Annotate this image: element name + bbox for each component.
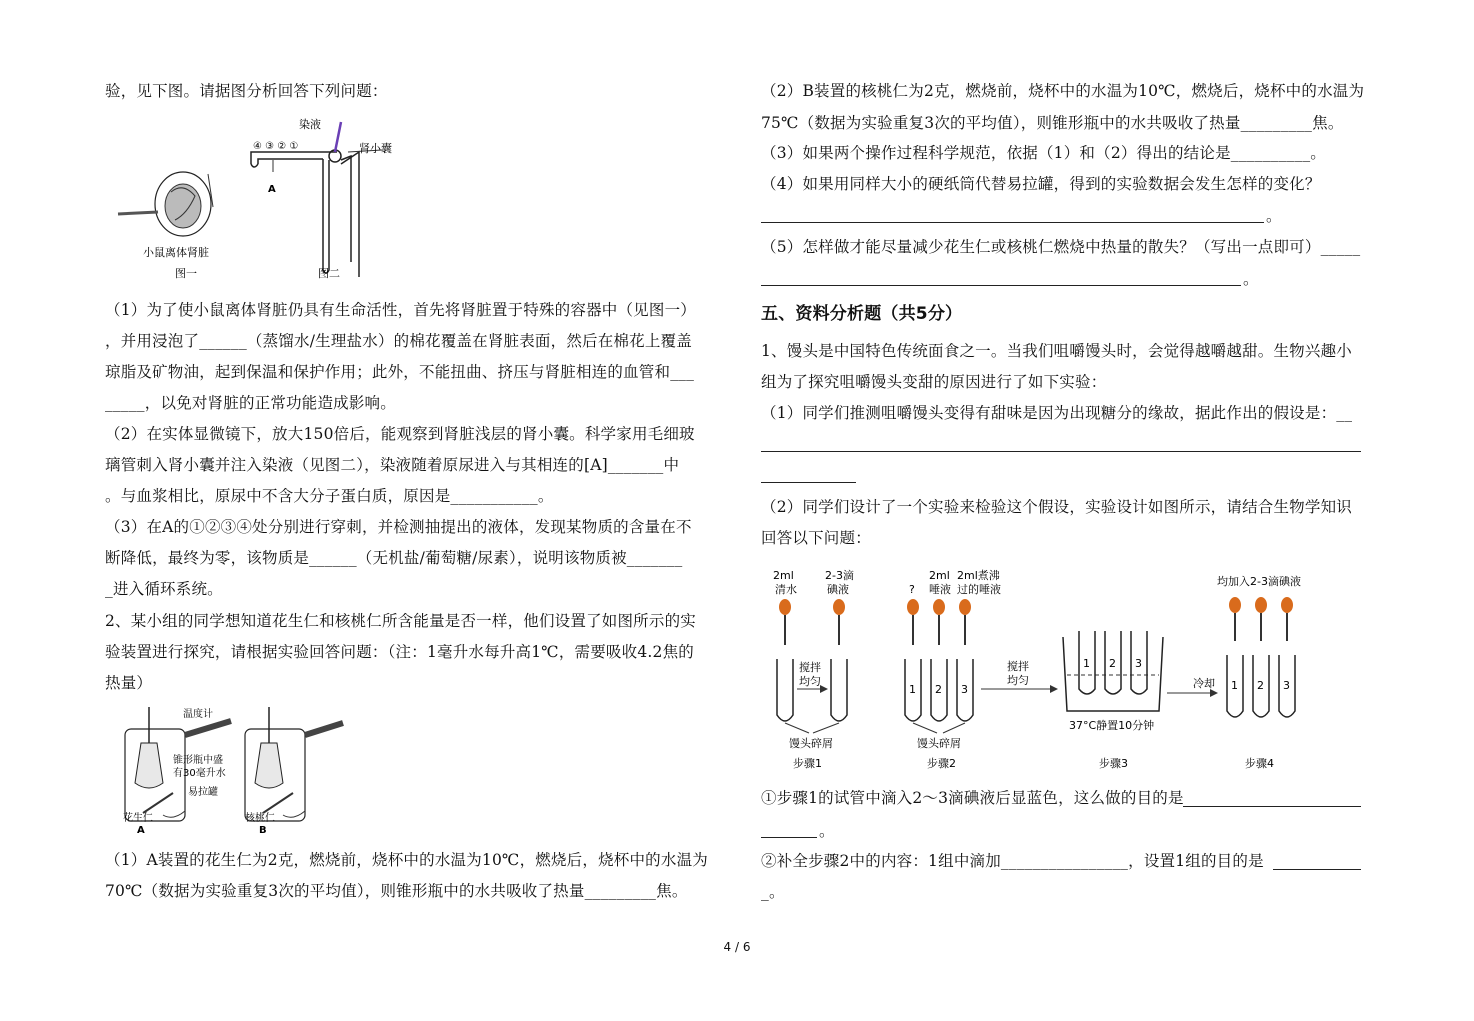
kidney-figure	[113, 112, 413, 282]
s1-iodine-1: 2-3滴	[825, 569, 854, 582]
s1-water-2: 清水	[775, 583, 797, 596]
s1-iodine-2: 碘液	[827, 583, 849, 596]
text-line: 组为了探究咀嚼馒头变甜的原因进行了如下实验：	[761, 373, 1107, 391]
s2-tube-1: 1	[909, 683, 916, 696]
all-iodine-label: 均加入2-3滴碘液	[1217, 575, 1301, 588]
answer-line	[761, 837, 817, 838]
s2-question: ?	[909, 583, 915, 596]
answer-line	[761, 285, 1241, 286]
label-b: B	[259, 825, 267, 836]
can-label: 易拉罐	[188, 787, 218, 798]
apparatus-b	[245, 707, 343, 821]
text-line: （1）为了使小鼠离体肾脏仍具有生命活性，首先将肾脏置于特殊的容器中（见图一）	[105, 301, 696, 319]
step1-label: 步骤1	[793, 757, 822, 770]
text-line: （1）A装置的花生仁为2克，燃烧前，烧杯中的水温为10℃，燃烧后，烧杯中的水温为	[105, 851, 708, 869]
text-line: 2、某小组的同学想知道花生仁和核桃仁所含能量是否一样，他们设置了如图所示的实	[105, 612, 696, 630]
text-line: 验装置进行探究，请根据实验回答问题：（注：1毫升水每升高1℃，需要吸收4.2焦的	[105, 643, 694, 661]
text-line: 。	[819, 822, 835, 840]
flask-label-1: 锥形瓶中盛	[173, 755, 223, 766]
text-line: 琼脂及矿物油，起到保温和保护作用；此外，不能扭曲、挤压与肾脏相连的血管和___	[105, 363, 695, 381]
text-line: _____，以免对肾脏的正常功能造成影响。	[105, 394, 396, 412]
step4-label: 步骤4	[1245, 757, 1274, 770]
label-a: A	[137, 825, 145, 836]
point-a-label: A	[268, 184, 276, 195]
answer-line	[761, 482, 856, 483]
s2-stir-1: 搅拌	[1007, 660, 1029, 673]
text-line: ①步骤1的试管中滴入2～3滴碘液后显蓝色，这么做的目的是	[761, 789, 1184, 807]
text-line: （3）如果两个操作过程科学规范，依据（1）和（2）得出的结论是__________。	[761, 144, 1326, 162]
s1-stir-2: 均匀	[799, 675, 821, 688]
text-line: _。	[761, 883, 785, 901]
s4-tube-3: 3	[1283, 679, 1290, 692]
bath-label: 37°C静置10分钟	[1069, 719, 1155, 732]
cool-label: 冷却	[1193, 677, 1215, 690]
s2-boiled-1: 2ml煮沸	[957, 569, 1000, 582]
dropper	[907, 599, 971, 645]
page-number: 4 / 6	[723, 940, 751, 954]
dropper	[1229, 597, 1293, 641]
text-line: 75℃（数据为实验重复3次的平均值），则锥形瓶中的水共吸收了热量_________焦。	[761, 114, 1344, 132]
answer-line	[1183, 806, 1361, 807]
points-label: ④ ③ ② ①	[253, 141, 299, 152]
text-line: （5）怎样做才能尽量减少花生仁或核桃仁燃烧中热量的散失？（写出一点即可）_____	[761, 238, 1361, 256]
s2-tube-2: 2	[935, 683, 942, 696]
text-line: 1、馒头是中国特色传统面食之一。当我们咀嚼馒头时，会觉得越嚼越甜。生物兴趣小	[761, 342, 1352, 360]
s1-stir-1: 搅拌	[799, 661, 821, 674]
text-line: 热量）	[105, 674, 153, 692]
calorimeter-figure	[113, 703, 353, 838]
fig1-label: 图一	[175, 267, 197, 280]
capsule-label: 肾小囊	[359, 142, 392, 155]
s2-boiled-2: 过的唾液	[957, 583, 1001, 596]
s2-saliva-2: 唾液	[929, 583, 951, 596]
s4-tube-2: 2	[1257, 679, 1264, 692]
text-line: 70℃（数据为实验重复3次的平均值），则锥形瓶中的水共吸收了热量_________焦。	[105, 882, 688, 900]
text-line: 。	[1266, 207, 1282, 225]
s2-stir-2: 均匀	[1007, 674, 1029, 687]
s4-tube-1: 1	[1231, 679, 1238, 692]
answer-line	[761, 451, 1361, 452]
text-line: （4）如果用同样大小的硬纸筒代替易拉罐，得到的实验数据会发生怎样的变化？	[761, 175, 1321, 193]
text-line: 断降低，最终为零，该物质是______（无机盐/葡萄糖/尿素），说明该物质被_______	[105, 549, 683, 567]
text-line: （1）同学们推测咀嚼馒头变得有甜味是因为出现糖分的缘故，据此作出的假设是：__	[761, 404, 1353, 422]
s3-tube-1: 1	[1083, 657, 1090, 670]
s2-tube-3: 3	[961, 683, 968, 696]
answer-line	[761, 222, 1264, 223]
dye-label: 染液	[299, 118, 321, 131]
text-line: ，并用浸泡了______（蒸馏水/生理盐水）的棉花覆盖在肾脏表面，然后在棉花上覆盖	[105, 332, 692, 350]
flask-label-2: 有30毫升水	[173, 768, 226, 779]
dropper	[779, 599, 845, 645]
s2-crumbs: 馒头碎屑	[917, 737, 961, 750]
answer-line	[1273, 869, 1361, 870]
text-line: 回答以下问题：	[761, 529, 871, 547]
section-heading: 五、资料分析题（共5分）	[761, 304, 963, 324]
text-line: （3）在A的①②③④处分别进行穿刺，并检测抽提出的液体，发现某物质的含量在不	[105, 518, 692, 536]
text-line: 。与血浆相比，原尿中不含大分子蛋白质，原因是___________。	[105, 487, 554, 505]
text-line: （2）在实体显微镜下，放大150倍后，能观察到肾脏浅层的肾小囊。科学家用毛细玻	[105, 425, 695, 443]
peanut-label: 花生仁	[123, 813, 153, 824]
text-line: 。	[1243, 270, 1259, 288]
text-line: _进入循环系统。	[105, 580, 223, 598]
walnut-label: 核桃仁	[245, 813, 275, 824]
kidney-caption: 小鼠离体肾脏	[143, 246, 209, 259]
s1-crumbs: 馒头碎屑	[789, 737, 833, 750]
thermometer-label: 温度计	[183, 709, 213, 720]
text-line: 璃管刺入肾小囊并注入染液（见图二），染液随着原尿进入与其相连的[A]_______中	[105, 456, 680, 474]
fig2-label: 图二	[318, 267, 340, 280]
step2-label: 步骤2	[927, 757, 956, 770]
text-line: 验，见下图。请据图分析回答下列问题：	[105, 82, 388, 100]
step3-label: 步骤3	[1099, 757, 1128, 770]
bread-experiment-figure	[761, 565, 1361, 775]
s3-tube-2: 2	[1109, 657, 1116, 670]
kidney-dish-drawing	[118, 172, 213, 236]
text-line: ②补全步骤2中的内容：1组中滴加________________，设置1组的目的是	[761, 852, 1264, 870]
s1-water-1: 2ml	[773, 569, 794, 582]
text-line: （2）同学们设计了一个实验来检验这个假设，实验设计如图所示，请结合生物学知识	[761, 498, 1352, 516]
text-line: （2）B装置的核桃仁为2克，燃烧前，烧杯中的水温为10℃，燃烧后，烧杯中的水温为	[761, 82, 1365, 100]
s2-saliva-1: 2ml	[929, 569, 950, 582]
s3-tube-3: 3	[1135, 657, 1142, 670]
